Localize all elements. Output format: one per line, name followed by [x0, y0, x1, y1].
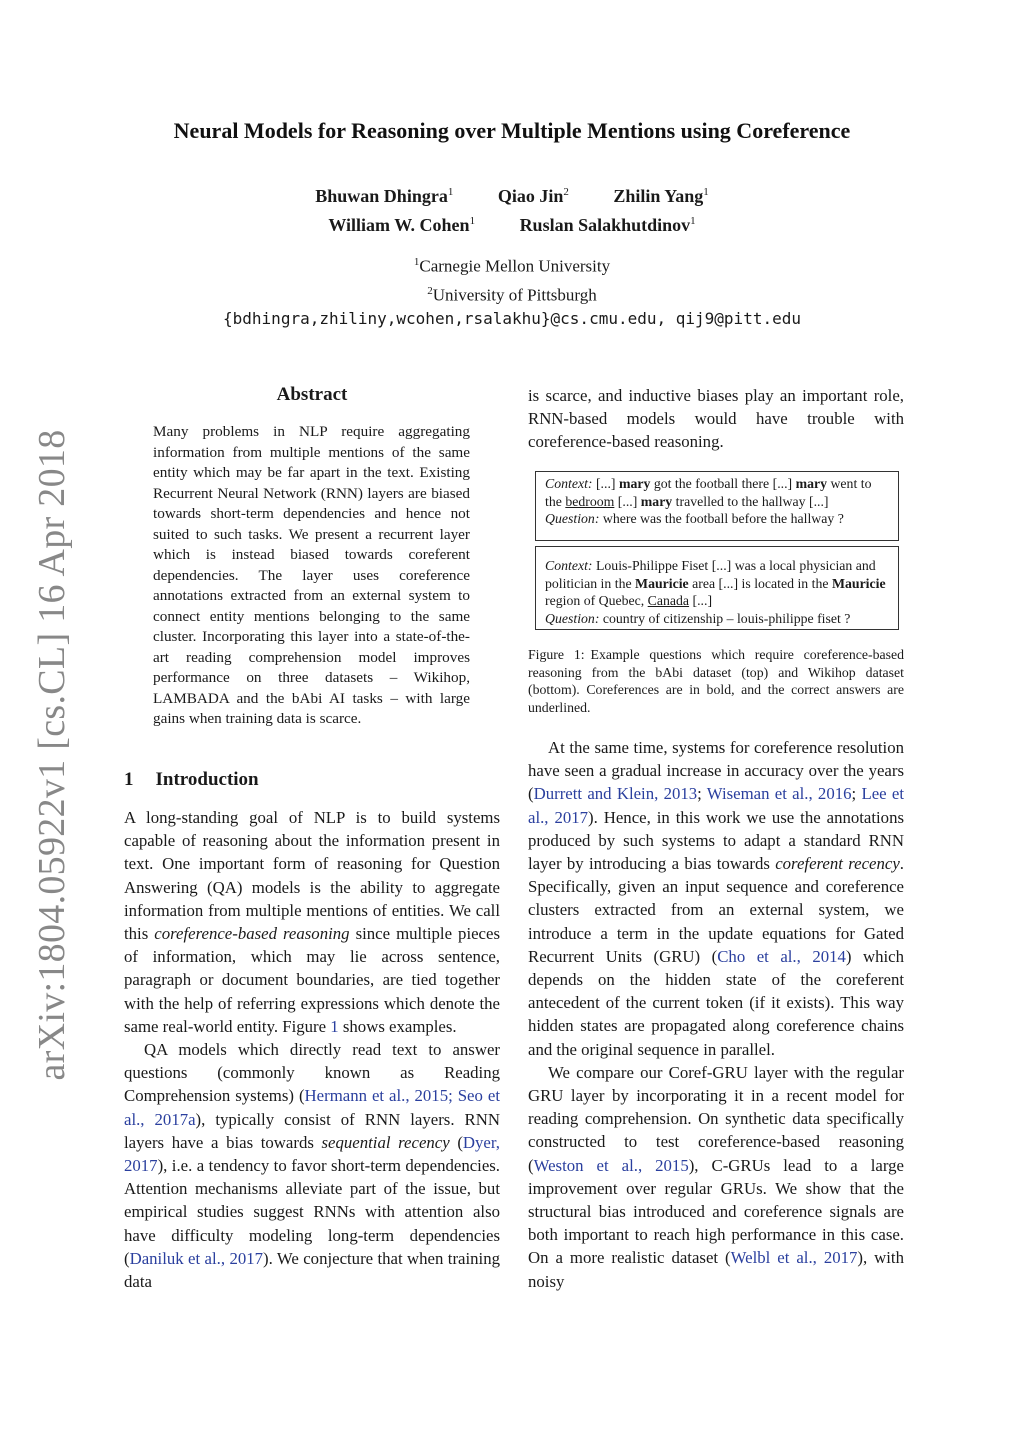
figure-caption: Figure 1: Example questions which require coreference-based reasoning from the bAbi dataset (top) and Wikihop dataset (bottom). Coreferences are in bold, and the correct answers are underlined.	[528, 647, 904, 715]
citation-link[interactable]: Cho et al., 2014	[717, 946, 846, 966]
author-row-2	[0, 209, 1024, 238]
citation-link[interactable]: Dyer, 2017	[124, 1132, 500, 1176]
arxiv-sidebar	[12, 429, 92, 1081]
citation-link[interactable]: Wiseman et al., 2016	[706, 784, 852, 804]
citation-link[interactable]: Lee et al., 2017	[528, 784, 904, 827]
intro-left-column	[124, 806, 500, 1293]
arxiv-identifier: arXiv:1804.05922v1 [cs.CL] 16 Apr 2018	[31, 429, 73, 1081]
section-heading-introduction: 1 Introduction	[124, 769, 259, 790]
abstract-text: Many problems in NLP require aggregating information from multiple mentions of the same entity which may be far apart in the text. Existing Recurrent Neural Network (RNN) layers are biased towards short-term dependencies and hence not suited to such tasks. We present a recurrent layer which is instead biased towards coreferent dependencies. The layer uses coreference annotations extracted from an external system to connect entity mentions belonging to the same cluster. Incorporating this layer into a state-of-the-art reading comprehension model improves performance on three datasets – Wikihop, LAMBADA and the bAbi AI tasks – with large gains when training data is scarce.	[153, 423, 470, 727]
paper-title: Neural Models for Reasoning over Multiple Mentions using Coreference	[173, 118, 851, 143]
abstract-heading: Abstract	[276, 384, 348, 405]
citation-link[interactable]: Weston et al., 2015	[533, 1155, 689, 1175]
author-emails: {bdhingra,zhiliny,wcohen,rsalakhu}@cs.cmu.edu, qij9@pitt.edu	[223, 309, 801, 329]
paragraph: QA models which directly read text to answer questions (commonly known as Reading Comprehension systems) (Hermann et al., 2015; Seo et al., 2017a), typically consist of RNN layers. RNN layers have a bias towards sequential recency (Dyer, 2017), i.e. a tendency to favor short-term dependencies. Attention mechanisms alleviate part of the issue, but empirical studies suggest RNNs with attention also have difficulty modeling long-term dependencies (Daniluk et al., 2017). We conjecture that when training data	[124, 1040, 500, 1292]
figure-example-babi: Context: [...] mary got the football there [...] mary went to the bedroom [...] mary travelled to the hallway [...] Question: where was the football before the hallway ?	[535, 471, 899, 541]
paragraph: A long-standing goal of NLP is to build systems capable of reasoning about the information present in text. One important form of reasoning for Question Answering (QA) models is the ability to aggregate information from multiple mentions of entities. We call this coreference-based reasoning since multiple pieces of information, which may lie across sentence, paragraph or document boundaries, are tied together with the help of referring expressions which denote the same real-world entity. Figure 1 shows examples.	[124, 808, 500, 1036]
author: Zhilin Yang$^1$	[613, 186, 709, 206]
citation-link[interactable]: Daniluk et al., 2017	[129, 1248, 264, 1268]
author: Ruslan Salakhutdinov$^1$	[519, 215, 696, 235]
paragraph: We compare our Coref-GRU layer with the regular GRU layer by incorporating it in a recent model for reading comprehension. On synthetic data specifically constructed to test coreference-based reasoning (Weston et al., 2015), C-GRUs lead to a large improvement over regular GRUs. We show that the structural bias introduced and coreference signals are both important to reach high performance in this case. On a more realistic dataset (Welbl et al., 2017), with noisy	[528, 1062, 904, 1291]
affiliation-block	[0, 250, 1024, 331]
paragraph: At the same time, systems for coreference resolution have seen a gradual increase in accuracy over the years (Durrett and Klein, 2013; Wiseman et al., 2016; Lee et al., 2017). Hence, in this work we use the annotations produced by such systems to adapt a standard RNN layer by introducing a bias towards coreferent recency. Specifically, given an input sequence and coreference clusters extracted from an external system, we introduce a term in the update equations for Gated Recurrent Units (GRU) (Cho et al., 2014) which depends on the hidden state of the coreferent antecedent of the current token (if it exists). This way hidden states are propagated along coreference chains and the original sequence in parallel.	[528, 738, 904, 1059]
citation-link[interactable]: Durrett and Klein, 2013	[533, 784, 698, 804]
author: William W. Cohen$^1$	[328, 215, 476, 235]
author-row-1	[0, 180, 1024, 209]
author: Bhuwan Dhingra$^1$	[315, 186, 454, 206]
author: Qiao Jin$^2$	[497, 186, 569, 206]
citation-link[interactable]: Hermann et al., 2015; Seo et al., 2017a	[124, 1086, 500, 1129]
affiliation: $^2$University of Pittsburgh	[427, 284, 597, 305]
affiliation: $^1$Carnegie Mellon University	[413, 256, 611, 276]
intro-right-top-text: is scarce, and inductive biases play an important role, RNN-based models would have trouble with coreference-based reasoning.	[528, 386, 904, 452]
figure-example-wikihop: Context: Louis-Philippe Fiset [...] was a local physician and politician in the Mauricie area [...] is located in the Mauricie region of Quebec, Canada [...] Question: country of citizenship – louis-philippe fiset ?	[535, 546, 899, 630]
citation-link[interactable]: Welbl et al., 2017	[730, 1248, 858, 1268]
author-block	[0, 180, 1024, 238]
intro-right-column	[528, 736, 904, 1293]
figure-ref-link[interactable]: 1	[330, 1016, 339, 1036]
